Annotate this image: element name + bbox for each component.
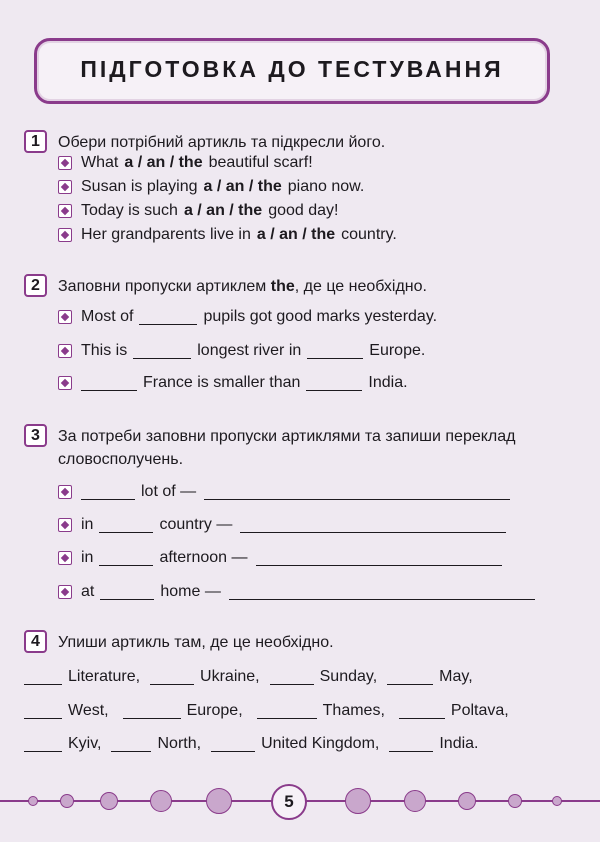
task4-row: West, Europe, Thames, Poltava, xyxy=(24,702,509,720)
decorative-dot-icon xyxy=(404,790,426,812)
translation-input[interactable] xyxy=(229,585,535,600)
diamond-bullet-icon xyxy=(58,228,72,242)
blank-input[interactable] xyxy=(399,704,445,719)
diamond-bullet-icon xyxy=(58,310,72,324)
list-item: Her grandparents live in a / an / the country. xyxy=(58,226,397,244)
decorative-dot-icon xyxy=(100,792,118,810)
list-item: in afternoon — xyxy=(58,549,502,567)
decorative-dot-icon xyxy=(345,788,371,814)
diamond-bullet-icon xyxy=(58,585,72,599)
diamond-bullet-icon xyxy=(58,344,72,358)
diamond-bullet-icon xyxy=(58,156,72,170)
task-instruction: Заповни пропуски артиклем the, де це необхідно. xyxy=(58,278,427,295)
task4-row: Kyiv, North, United Kingdom, India. xyxy=(24,735,479,753)
translation-input[interactable] xyxy=(240,518,506,533)
decorative-dot-icon xyxy=(60,794,74,808)
decorative-dot-icon xyxy=(508,794,522,808)
task-instruction: Обери потрібний артикль та підкресли його. xyxy=(58,134,386,151)
blank-input[interactable] xyxy=(307,344,363,359)
blank-input[interactable] xyxy=(123,704,181,719)
blank-input[interactable] xyxy=(99,551,153,566)
page-number: 5 xyxy=(271,784,307,820)
blank-input[interactable] xyxy=(387,670,433,685)
diamond-bullet-icon xyxy=(58,518,72,532)
blank-input[interactable] xyxy=(24,670,62,685)
decorative-dot-icon xyxy=(28,796,38,806)
article-options[interactable]: a / an / the xyxy=(124,154,203,171)
decorative-dot-icon xyxy=(552,796,562,806)
article-options[interactable]: a / an / the xyxy=(203,178,282,195)
page-title: ПІДГОТОВКА ДО ТЕСТУВАННЯ xyxy=(80,56,504,82)
diamond-bullet-icon xyxy=(58,551,72,565)
list-item: in country — xyxy=(58,516,506,534)
list-item: France is smaller than India. xyxy=(58,374,408,392)
list-item: Susan is playing a / an / the piano now. xyxy=(58,178,364,196)
task-number: 4 xyxy=(24,630,47,653)
list-item: Today is such a / an / the good day! xyxy=(58,202,338,220)
title-banner xyxy=(34,38,550,104)
decorative-dot-icon xyxy=(150,790,172,812)
article-options[interactable]: a / an / the xyxy=(183,202,263,219)
blank-input[interactable] xyxy=(99,518,153,533)
task-instruction: Упиши артикль там, де це необхідно. xyxy=(58,634,334,651)
list-item: at home — xyxy=(58,583,535,601)
translation-input[interactable] xyxy=(204,485,510,500)
diamond-bullet-icon xyxy=(58,376,72,390)
blank-input[interactable] xyxy=(306,376,362,391)
blank-input[interactable] xyxy=(81,485,135,500)
blank-input[interactable] xyxy=(133,344,191,359)
decorative-dot-icon xyxy=(458,792,476,810)
list-item: What a / an / the beautiful scarf! xyxy=(58,154,313,172)
task-number: 3 xyxy=(24,424,47,447)
blank-input[interactable] xyxy=(24,737,62,752)
task4-row: Literature, Ukraine, Sunday, May, xyxy=(24,668,473,686)
task-number: 2 xyxy=(24,274,47,297)
decorative-dot-icon xyxy=(206,788,232,814)
list-item: This is longest river in Europe. xyxy=(58,342,425,360)
blank-input[interactable] xyxy=(81,376,137,391)
blank-input[interactable] xyxy=(270,670,314,685)
task-number: 1 xyxy=(24,130,47,153)
article-options[interactable]: a / an / the xyxy=(256,226,336,243)
blank-input[interactable] xyxy=(211,737,255,752)
diamond-bullet-icon xyxy=(58,180,72,194)
blank-input[interactable] xyxy=(24,704,62,719)
diamond-bullet-icon xyxy=(58,204,72,218)
list-item: Most of pupils got good marks yesterday. xyxy=(58,308,437,326)
translation-input[interactable] xyxy=(256,551,502,566)
blank-input[interactable] xyxy=(150,670,194,685)
blank-input[interactable] xyxy=(100,585,154,600)
diamond-bullet-icon xyxy=(58,485,72,499)
blank-input[interactable] xyxy=(257,704,317,719)
task-instruction: За потреби заповни пропуски артиклями та запиши переклад словосполучень. xyxy=(58,428,516,468)
blank-input[interactable] xyxy=(111,737,151,752)
blank-input[interactable] xyxy=(389,737,433,752)
list-item: lot of — xyxy=(58,483,510,501)
blank-input[interactable] xyxy=(139,310,197,325)
